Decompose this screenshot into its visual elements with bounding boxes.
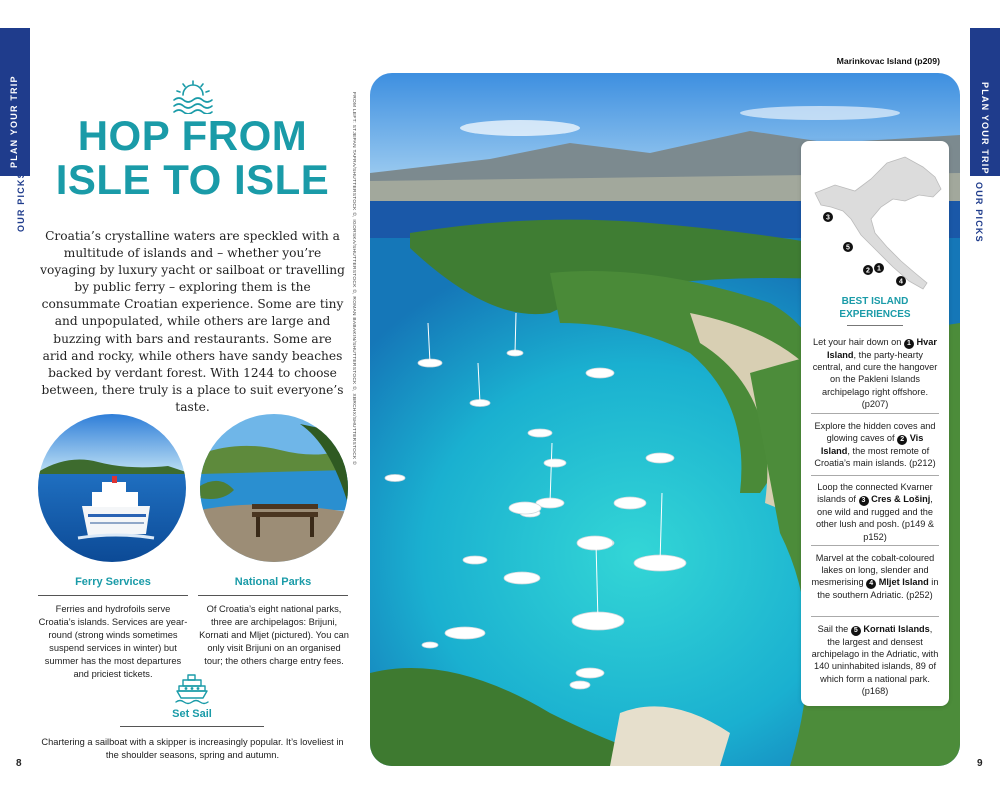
map-marker-5: 5 — [846, 244, 850, 252]
best-island-experiences-card — [801, 141, 949, 706]
number-badge-5: 5 — [851, 626, 861, 636]
right-tab-plan-label: PLAN YOUR TRIP — [980, 82, 990, 175]
left-tab-plan-label: PLAN YOUR TRIP — [9, 75, 19, 168]
experience-kornati — [811, 623, 939, 697]
experience-vis-name: Vis Island — [820, 433, 924, 457]
page-number-left: 8 — [16, 758, 22, 769]
left-tab-picks-label: OUR PICKS — [16, 171, 26, 232]
experience-hvar-intro: Let your hair down on — [813, 337, 904, 347]
experience-kornati-name: Kornati Islands — [863, 624, 930, 634]
experience-mljet-detail: in the southern Adriatic. (p252) — [817, 577, 939, 601]
map-marker-4: 4 — [899, 278, 903, 286]
experience-mljet — [811, 552, 939, 602]
page-title — [40, 114, 345, 202]
photo-caption: Marinkovac Island (p209) — [836, 56, 940, 66]
page-number-right: 9 — [977, 758, 983, 769]
set-sail-heading: Set Sail — [172, 708, 212, 720]
number-badge-4: 4 — [866, 579, 876, 589]
entry-divider-1 — [811, 413, 939, 414]
right-tab-picks-label: OUR PICKS — [974, 182, 984, 243]
experience-hvar-detail: , the party-hearty central, and cure the hangover on the Pakleni Islands archipelago right offshore. (p207) — [812, 350, 938, 409]
experience-mljet-name: Mljet Island — [878, 577, 929, 588]
croatia-map — [801, 149, 949, 299]
national-park-photo — [200, 414, 348, 562]
experience-cres-losinj — [811, 481, 939, 543]
experience-cres-detail: , one wild and rugged and the other lush and posh. (p149 & p152) — [816, 494, 934, 542]
map-marker-1: 1 — [877, 265, 881, 273]
experience-kornati-intro: Sail the — [817, 624, 851, 634]
experience-mljet-intro: Marvel at the cobalt-coloured lakes on long, slender and mesmerising — [811, 553, 935, 588]
experience-cres-name: Cres & Lošinj — [871, 494, 931, 505]
experience-kornati-detail: , the largest and densest archipelago in the Adriatic, with 140 uninhabited islands, 89 of which form a national park. (p168) — [811, 624, 939, 696]
parks-rule — [198, 595, 348, 596]
national-parks-text: Of Croatia’s eight national parks, three are archipelagos: Brijuni, Kornati and Mljet (pictured). You can only visit Brijuni on an organised tour; the others charge entry fees. — [199, 604, 349, 666]
card-title-line-1: BEST ISLAND — [841, 296, 909, 307]
card-title — [801, 295, 949, 321]
national-parks-heading: National Parks — [234, 576, 312, 588]
number-badge-3: 3 — [859, 496, 869, 506]
ferry-services-text: Ferries and hydrofoils serve Croatia’s islands. Services are year-round (strong winds sometimes suspend services in winter) but summer has the most departures and priciest tickets. — [38, 604, 188, 679]
page-title-line-1: HOP FROM — [77, 112, 308, 159]
ferry-photo — [38, 414, 186, 562]
set-sail-text: Chartering a sailboat with a skipper is increasingly popular. It’s loveliest in the shoulder seasons, spring and autumn. — [41, 737, 344, 760]
cruise-ship-icon — [175, 673, 209, 705]
photo-credit: FROM LEFT: STJEPAN TAFRA/SHUTTERSTOCK ©, IGORSKA/SHUTTERSTOCK ©, ROMAN BABAKIN/SHUTTERSTOCK ©, XBRCHX/SHUTTERSTOCK © — [351, 92, 356, 465]
intro-paragraph: Croatia’s crystalline waters are speckled with a multitude of islands and – whether you’re voyaging by luxury yacht or sailboat or travelling by public ferry – exploring them is the consummate Croatian experience. Some are tiny and unpopulated, while others are large and buzzing with bars and restaurants. Some are arid and rocky, while others have sandy beaches backed by verdant forest. With 1244 to choose between, there truly is a place to suit everyone’s taste. — [40, 229, 345, 414]
experience-cres-intro: Loop the connected Kvarner islands of — [817, 482, 933, 505]
experience-vis-detail: , the most remote of Croatia’s main islands. (p212) — [814, 446, 936, 469]
ferry-services-heading: Ferry Services — [75, 576, 151, 588]
entry-divider-4 — [811, 616, 939, 617]
entry-divider-3 — [811, 545, 939, 546]
card-title-line-2: EXPERIENCES — [839, 309, 911, 320]
experience-vis — [811, 420, 939, 470]
map-marker-2: 2 — [866, 267, 870, 275]
experience-hvar — [811, 336, 939, 410]
set-sail-rule — [120, 726, 264, 727]
entry-divider-2 — [811, 475, 939, 476]
card-title-rule — [847, 325, 903, 326]
sun-over-waves-icon — [171, 80, 215, 114]
number-badge-1: 1 — [904, 339, 914, 349]
page-title-line-2: ISLE TO ISLE — [55, 156, 330, 203]
number-badge-2: 2 — [897, 435, 907, 445]
ferry-rule — [38, 595, 188, 596]
experience-hvar-name: Hvar Island — [826, 337, 937, 360]
map-marker-3: 3 — [826, 214, 830, 222]
experience-vis-intro: Explore the hidden coves and glowing caves of — [814, 421, 936, 444]
